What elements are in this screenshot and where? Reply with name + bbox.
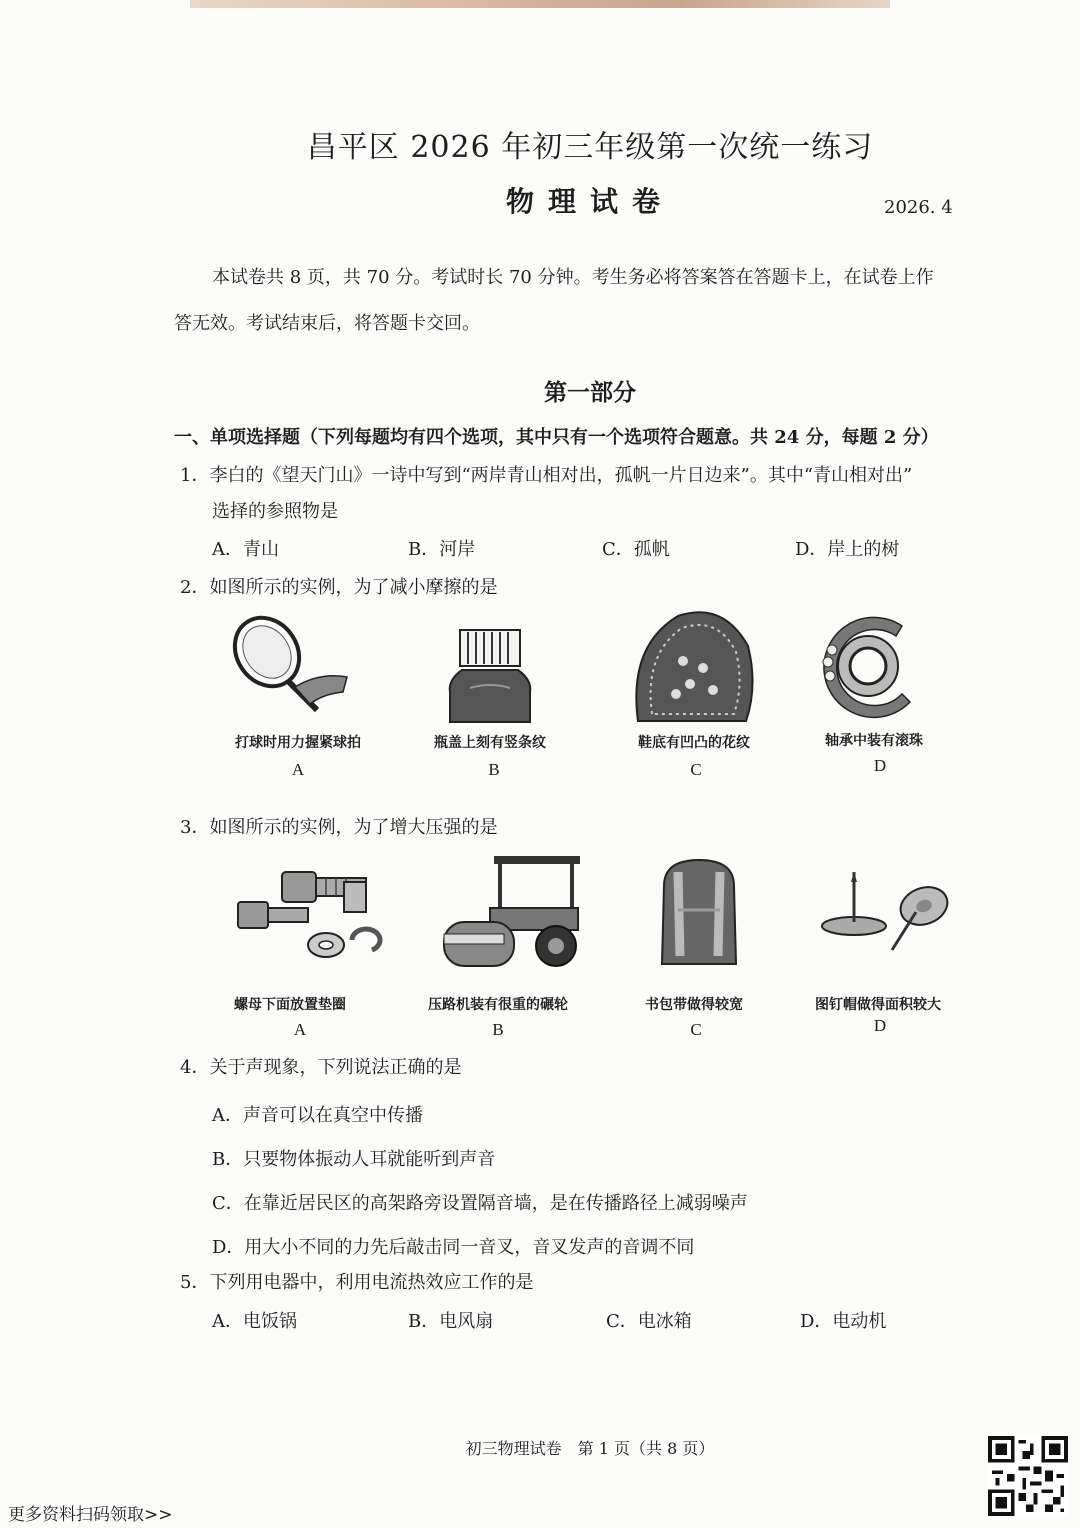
q2-figure-b-bottle [440, 626, 540, 726]
q3-figure-d-thumbtacks [816, 866, 956, 956]
q4-option-a: A．声音可以在真空中传播 [212, 1105, 423, 1126]
q3-caption-a: 螺母下面放置垫圈 [234, 997, 346, 1013]
q1-stem-line-1: 1．李白的《望天门山》一诗中写到“两岸青山相对出，孤帆一片日边来”。其中“青山相对出” [180, 465, 913, 486]
q1-option-b: B．河岸 [408, 539, 476, 560]
q2-letter-c: C [690, 760, 702, 779]
q3-caption-b: 压路机装有很重的碾轮 [428, 997, 568, 1013]
q2-letter-a: A [291, 760, 305, 779]
q3-letter-a: A [293, 1020, 307, 1039]
q3-caption-c: 书包带做得较宽 [645, 997, 743, 1013]
q5-stem: 5．下列用电器中，利用电流热效应工作的是 [180, 1272, 534, 1293]
q4-option-c: C．在靠近居民区的高架路旁设置隔音墙，是在传播路径上减弱噪声 [212, 1193, 748, 1214]
section-heading: 一、单项选择题（下列每题均有四个选项，其中只有一个选项符合题意。共 24 分，每题 2 分） [174, 427, 939, 448]
q4-stem: 4．关于声现象，下列说法正确的是 [180, 1057, 462, 1078]
exam-instructions [174, 255, 984, 347]
q5-option-c: C．电冰箱 [606, 1311, 692, 1332]
q1-option-a: A．青山 [212, 539, 279, 560]
q5-option-d: D．电动机 [800, 1311, 887, 1332]
q2-letter-b: B [488, 760, 500, 779]
q5-option-b: B．电风扇 [408, 1311, 494, 1332]
exam-subtitle: 物理试卷 [505, 185, 674, 218]
photo-top-edge [190, 0, 890, 8]
q3-figure-a-bolts-washers [232, 860, 392, 970]
q4-option-d: D．用大小不同的力先后敲击同一音叉，音叉发声的音调不同 [212, 1237, 695, 1258]
q4-option-b: B．只要物体振动人耳就能听到声音 [212, 1149, 496, 1170]
q1-option-d: D．岸上的树 [795, 539, 900, 560]
q3-letter-c: C [690, 1020, 702, 1039]
q2-caption-d: 轴承中装有滚珠 [825, 733, 923, 749]
q3-caption-d: 图钉帽做得面积较大 [815, 997, 941, 1013]
instructions-line-2: 答无效。考试结束后，将答题卡交回。 [174, 313, 480, 334]
q3-letter-d: D [873, 1016, 887, 1035]
exam-date: 2026. 4 [884, 197, 953, 218]
more-materials-link[interactable]: 更多资料扫码领取>> [8, 1505, 173, 1525]
q5-option-a: A．电饭锅 [212, 1311, 297, 1332]
q3-figure-c-backpack [654, 856, 744, 970]
q3-letter-b: B [492, 1020, 504, 1039]
instructions-line-1: 本试卷共 8 页，共 70 分。考试时长 70 分钟。考生务必将答案答在答题卡上，在试卷上作 [212, 267, 934, 288]
page-footer: 初三物理试卷 第 1 页（共 8 页） [465, 1439, 715, 1458]
q2-figure-c-shoe-sole [628, 606, 758, 726]
part-title: 第一部分 [544, 379, 636, 406]
q3-stem: 3．如图所示的实例，为了增大压强的是 [180, 817, 498, 838]
q2-letter-d: D [873, 756, 887, 775]
q2-figure-a-racket [225, 612, 355, 722]
q2-figure-d-bearing [810, 612, 930, 722]
exam-title: 昌平区 2026 年初三年级第一次统一练习 [306, 130, 874, 165]
q2-stem: 2．如图所示的实例，为了减小摩擦的是 [180, 577, 498, 598]
qr-code[interactable] [988, 1436, 1068, 1516]
q2-caption-a: 打球时用力握紧球拍 [235, 735, 361, 751]
q2-caption-c: 鞋底有凹凸的花纹 [638, 735, 750, 751]
q3-figure-b-road-roller [440, 852, 585, 970]
q2-caption-b: 瓶盖上刻有竖条纹 [434, 735, 546, 751]
q1-option-c: C．孤帆 [602, 539, 670, 560]
q1-stem-line-2: 选择的参照物是 [212, 501, 338, 522]
